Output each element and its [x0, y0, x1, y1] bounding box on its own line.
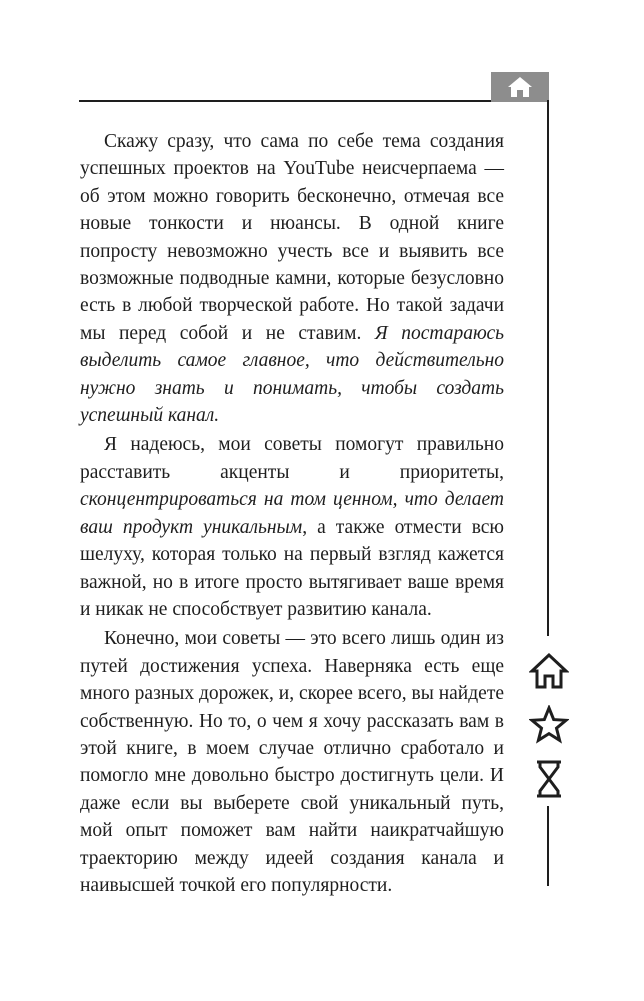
paragraph	[80, 431, 504, 623]
home-icon	[529, 652, 569, 690]
text-run: , а также отмести всю шелуху, которая только на первый взгляд кажется важной, но в итоге просто вытягивает ваше время и никак не способствует развитию канала.	[80, 516, 505, 620]
text-run-italic: сконцентрироваться на том ценном, что делает ваш продукт уникальным	[80, 489, 504, 538]
home-tab-button[interactable]	[491, 72, 549, 102]
side-navigation	[524, 646, 574, 808]
star-icon	[529, 705, 569, 745]
bookmark-button[interactable]	[524, 700, 574, 750]
text-run: Я надеюсь, мои советы помогут правильно расставить акценты и приоритеты,	[80, 434, 504, 483]
text-run-italic: Я постараюсь выделить самое главное, что действительно нужно знать и понимать, чтобы создать успешный канал.	[80, 322, 504, 427]
text-run: Конечно, мои советы — это всего лишь один из путей достижения успеха. Наверняка есть еще много разных дорожек, и, скорее всего, вы найдете собственную. Но то, о чем я хочу рассказать вам в этой книге, в моем случае отлично сработало и помогло мне довольно быстро достигнуть цели. И даже если вы выберете свой уникальный путь, мой опыт поможет вам найти наикратчайшую траекторию между идеей создания канала и наивысшей точкой его популярности.	[80, 628, 504, 896]
margin-rule-upper	[547, 100, 549, 636]
margin-rule-lower	[547, 806, 549, 886]
header-rule	[79, 100, 549, 102]
contents-button[interactable]	[524, 646, 574, 696]
body-text	[80, 128, 504, 901]
paragraph	[80, 625, 504, 899]
paragraph	[80, 128, 504, 429]
home-icon	[507, 76, 533, 98]
text-run: Скажу сразу, что сама по себе тема создания успешных проектов на YouTube неисчерпаема — об этом можно говорить бесконечно, отмечая все новые тонкости и нюансы. В одной книге попросту невозможно учесть все и выявить все возможные подводные камни, которые безусловно есть в любой творческой работе. Но такой задачи мы перед собой и не ставим.	[80, 131, 504, 344]
timer-button[interactable]	[524, 754, 574, 804]
hourglass-icon	[533, 759, 565, 799]
